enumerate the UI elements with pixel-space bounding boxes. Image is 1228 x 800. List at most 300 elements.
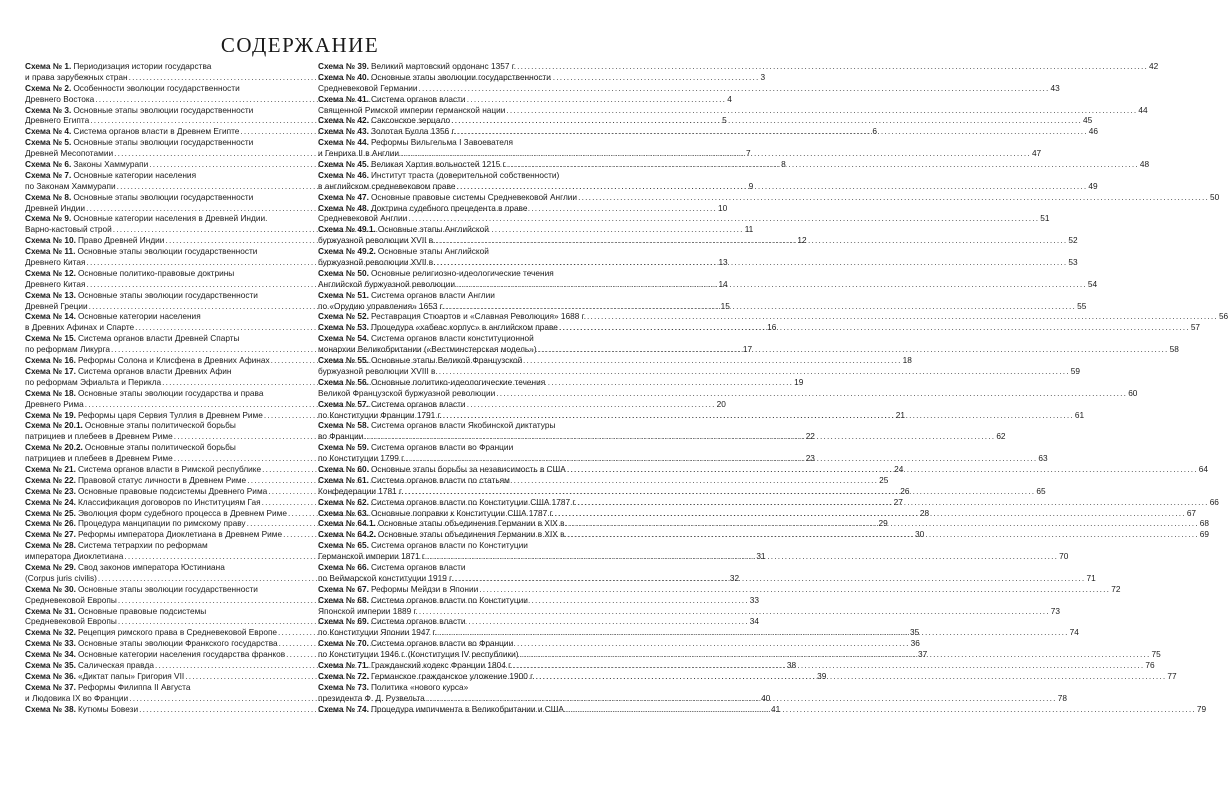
scheme-title: Классификация договоров по Институциям Гая (77, 496, 261, 507)
toc-entry-line (318, 61, 1159, 72)
dot-leader (479, 584, 1110, 595)
page-number: 10 (718, 202, 728, 213)
toc-entry-line (318, 387, 1138, 399)
scheme-title: в Древних Афинах и Спарте (25, 322, 135, 333)
scheme-number: Схема № 46. (318, 169, 369, 180)
scheme-title: президента Ф. Д. Рузвельта (318, 692, 425, 703)
scheme-number: Схема № 16. (25, 355, 76, 366)
scheme-number: Схема № 11. (25, 246, 76, 257)
dot-leader (456, 181, 1087, 192)
scheme-title: Древней Индии (25, 202, 86, 213)
scheme-title: Японской империи 1889 г. (318, 605, 418, 616)
toc-entry-line (318, 290, 581, 301)
page-number: 51 (1040, 213, 1050, 224)
scheme-number: Схема № 56. (318, 376, 369, 387)
scheme-number: Схема № 14. (25, 311, 76, 322)
scheme-title: и Генриха II в Англии (318, 148, 399, 159)
page-number: 48 (1139, 159, 1150, 170)
page-number: 55 (1077, 300, 1087, 311)
toc-entry[interactable] (318, 93, 1148, 116)
page-number: 76 (1145, 659, 1155, 670)
scheme-title: Правовой статус личности в Древнем Риме (77, 474, 247, 485)
scheme-number: Схема № 61. (318, 474, 369, 485)
dot-leader (364, 431, 995, 442)
toc-entry-line (25, 246, 293, 257)
toc-entry-line (25, 420, 293, 431)
scheme-title: Система органов власти Якобинской диктатуры (370, 420, 556, 431)
scheme-title: Конфедерации 1781 г. (318, 485, 404, 496)
toc-entry-line (318, 420, 581, 431)
toc-entry-line (318, 191, 1220, 203)
scheme-title: Система органов власти Древней Спарты (77, 333, 240, 344)
scheme-number: Схема № 73. (318, 681, 369, 692)
page-number: 66 (1209, 496, 1219, 507)
scheme-title: Особенности эволюции государственности (73, 82, 240, 93)
page-number: 9 (748, 180, 754, 191)
dot-leader (565, 704, 1196, 715)
scheme-number: Схема № 22. (25, 474, 76, 485)
scheme-title: (Corpus juris civilis) (25, 572, 97, 583)
page-number: 62 (996, 431, 1006, 442)
dot-leader (438, 627, 1069, 638)
scheme-title: Процедура манципации по римскому праву (77, 518, 246, 529)
toc-entry[interactable] (318, 583, 1121, 595)
scheme-number: Схема № 64.2. (318, 529, 376, 540)
dot-leader (555, 508, 1186, 519)
scheme-number: Схема № 7. (25, 169, 72, 180)
scheme-title: Древнего Китая (25, 257, 86, 268)
toc-entry-line (318, 104, 1148, 116)
scheme-number: Схема № 18. (25, 387, 76, 398)
page-number: 18 (902, 355, 912, 366)
toc-entry-line (318, 540, 581, 551)
scheme-title: Доктрина судебного прецедента в праве (370, 202, 528, 213)
toc-entry-line (25, 562, 293, 573)
scheme-title: Средневековой Англии (318, 213, 408, 224)
scheme-number: Схема № 1. (25, 61, 72, 71)
dot-leader (439, 366, 1070, 377)
page-number: 41 (771, 703, 781, 714)
scheme-number: Схема № 2. (25, 82, 72, 93)
scheme-number: Схема № 20.1. (25, 420, 83, 431)
page-number: 7 (746, 148, 751, 159)
toc-entry-line (25, 268, 293, 279)
scheme-title: Процедура «хабеас корпус» в английском праве (370, 322, 558, 333)
page-number: 79 (1196, 703, 1207, 714)
page-number: 20 (716, 398, 726, 409)
page-number: 68 (1199, 518, 1209, 529)
dot-leader (457, 126, 1088, 137)
scheme-title: Законы Хаммурапи (73, 159, 149, 170)
scheme-title: по реформам Ликурга (25, 344, 110, 355)
page-number: 37 (918, 649, 928, 660)
toc-entry-line (318, 333, 581, 344)
toc-entry-line (318, 616, 581, 627)
dot-leader (443, 410, 1074, 421)
dot-leader (451, 115, 1082, 126)
dot-leader (568, 529, 1199, 540)
dot-leader (455, 573, 1086, 584)
scheme-title: по Конституции 1799 г. (318, 453, 406, 464)
scheme-title: Варно-кастовый строй (25, 224, 112, 235)
scheme-title: Основные этапы политической борьбы (84, 442, 236, 453)
toc-entry[interactable] (318, 191, 1220, 203)
dot-leader (436, 257, 1067, 268)
page-number: 70 (1059, 551, 1069, 562)
page-number: 54 (1087, 278, 1098, 289)
dot-leader (496, 388, 1127, 399)
toc-entry-line (318, 94, 581, 105)
scheme-title: Золотая Булла 1356 г. (370, 126, 456, 137)
scheme-title: Средневековой Германии (318, 82, 418, 93)
scheme-number: Схема № 19. (25, 409, 76, 420)
scheme-title: по Конституции Японии 1947 г. (318, 627, 437, 638)
toc-entry-line (25, 442, 293, 453)
scheme-title: Право Древней Индии (77, 235, 165, 246)
page-number: 33 (749, 594, 760, 605)
toc-entry-line (25, 170, 293, 181)
page-number: 53 (1068, 257, 1078, 268)
page-number: 11 (744, 224, 754, 235)
scheme-number: Схема № 27. (25, 529, 76, 540)
scheme-number: Схема № 64.1. (318, 518, 376, 529)
scheme-title: Средневековой Европы (25, 616, 117, 627)
scheme-title: Система органов власти во Франции (370, 442, 514, 453)
scheme-number: Схема № 29. (25, 561, 76, 572)
scheme-title: Древней Греции (25, 300, 88, 311)
page-number: 14 (718, 278, 728, 289)
toc-entry-line (25, 105, 293, 116)
page-number: 19 (794, 376, 804, 387)
scheme-number: Схема № 41. (318, 93, 369, 104)
toc-entry-line (318, 605, 1060, 617)
scheme-title: Великий мартовский ордонанс 1357 г. (370, 61, 517, 71)
scheme-title: Основные этапы эволюции государственности (73, 104, 254, 115)
toc-entry-line (25, 540, 293, 551)
toc-entry-line (318, 246, 581, 257)
scheme-title: Основные правовые системы Средневековой Англии (370, 191, 578, 202)
page-number: 12 (797, 235, 807, 246)
scheme-number: Схема № 36. (25, 670, 76, 681)
toc-entry[interactable] (318, 126, 1098, 137)
scheme-title: императора Диоклетиана (25, 551, 124, 562)
scheme-number: Схема № 67. (318, 583, 369, 594)
scheme-title: Реформы Солона и Клисфена в Древних Афинах (77, 355, 270, 366)
toc-entry-line (318, 583, 1121, 595)
page-number: 30 (915, 529, 925, 540)
page-number: 21 (895, 409, 906, 420)
scheme-title: Древнего Рима (25, 398, 84, 409)
page-number: 47 (1031, 148, 1042, 159)
page-number: 40 (761, 692, 771, 703)
dot-leader (445, 301, 1076, 312)
toc-entry-line (318, 159, 1150, 170)
page-number: 38 (786, 659, 797, 670)
dot-leader (535, 671, 1166, 682)
dot-leader (506, 105, 1137, 116)
page-number: 74 (1069, 627, 1079, 638)
page-number: 28 (919, 507, 930, 518)
page-number: 67 (1186, 507, 1197, 518)
toc-entry-line (25, 192, 293, 203)
scheme-title: Основные категории населения государства франков (77, 649, 286, 660)
scheme-title: Эволюция форм судебного процесса в Древнем Риме (77, 507, 287, 518)
scheme-number: Схема № 71. (318, 659, 369, 670)
scheme-title: патрициев и плебеев в Древнем Риме (25, 453, 173, 464)
scheme-number: Схема № 5. (25, 137, 72, 148)
dot-leader (517, 61, 1148, 72)
page-number: 44 (1138, 104, 1148, 115)
toc-entry-line (318, 148, 1042, 159)
scheme-title: Основные поправки к Конституции США 1787 г. (370, 507, 554, 518)
toc-entry[interactable] (318, 115, 1093, 126)
scheme-title: буржуазной революции XVIII в. (318, 365, 438, 376)
toc-entry-line (318, 442, 581, 453)
dot-leader (427, 551, 1058, 562)
page-number: 16 (767, 322, 777, 333)
scheme-title: по реформам Эфиальта и Перикла (25, 376, 162, 387)
page-number: 26 (900, 485, 910, 496)
scheme-number: Схема № 66. (318, 561, 369, 572)
scheme-number: Схема № 34. (25, 649, 76, 660)
scheme-title: Основные этапы борьбы за независимость в США (370, 463, 566, 474)
scheme-title: Реформы Мейдзи в Японии (370, 583, 479, 594)
page-number: 32 (729, 572, 740, 583)
scheme-title: Основные этапы эволюции государственности (370, 71, 551, 82)
dot-leader (408, 213, 1039, 224)
toc-entry-line (25, 311, 293, 322)
toc-entry-line (25, 682, 293, 693)
dot-leader (436, 235, 1067, 246)
scheme-number: Схема № 68. (318, 594, 369, 605)
scheme-title: Система органов власти (370, 398, 466, 409)
page-number: 45 (1083, 115, 1093, 126)
toc-entry-line (318, 355, 581, 366)
page-number: 72 (1111, 583, 1121, 594)
scheme-title: во Франции (318, 431, 364, 442)
scheme-title: Политика «нового курса» (370, 681, 469, 692)
page-number: 69 (1199, 529, 1209, 540)
scheme-number: Схема № 6. (25, 159, 72, 170)
scheme-number: Схема № 58. (318, 420, 369, 431)
scheme-number: Схема № 31. (25, 605, 76, 616)
scheme-title: Великой Французской буржуазной революции (318, 387, 496, 398)
scheme-number: Схема № 47. (318, 191, 369, 202)
page-number: 52 (1068, 235, 1078, 246)
scheme-number: Схема № 23. (25, 485, 76, 496)
toc-entry[interactable] (318, 61, 1159, 72)
scheme-title: по Законам Хаммурапи (25, 180, 116, 191)
scheme-title: буржуазной революции XVII в. (318, 235, 436, 246)
toc-entry-line (25, 333, 293, 344)
scheme-title: Основные категории населения (73, 169, 197, 180)
toc-entry-line (318, 72, 581, 83)
scheme-title: по «Орудию управления» 1653 г. (318, 300, 445, 311)
toc-entry-line (25, 83, 293, 94)
scheme-title: Система органов власти в Римской республике (77, 463, 262, 474)
scheme-title: Система органов власти во Франции (370, 638, 514, 649)
scheme-title: Система органов власти (370, 93, 466, 104)
scheme-title: Система органов власти конституционной (370, 333, 534, 344)
scheme-title: Система органов власти по Конституции (370, 540, 528, 551)
toc-entry-line (25, 61, 293, 72)
scheme-number: Схема № 32. (25, 627, 76, 638)
scheme-title: Институт траста (доверительной собственности) (370, 169, 560, 180)
scheme-title: Основные категории населения (77, 311, 201, 322)
toc-entry[interactable] (318, 169, 1098, 192)
scheme-number: Схема № 44. (318, 137, 369, 148)
scheme-title: патрициев и плебеев в Древнем Риме (25, 431, 173, 442)
scheme-title: Древнего Египта (25, 115, 90, 126)
scheme-title: Основные правовые подсистемы Древнего Рима (77, 485, 268, 496)
scheme-number: Схема № 15. (25, 333, 76, 344)
page-number: 17 (742, 344, 753, 355)
scheme-title: Реформы царя Сервия Туллия в Древнем Риме (77, 409, 263, 420)
scheme-number: Схема № 4. (25, 126, 72, 137)
toc-entry-line (25, 606, 293, 617)
toc-entry[interactable] (318, 71, 1060, 94)
scheme-title: Основные этапы политической борьбы (84, 420, 236, 431)
scheme-number: Схема № 9. (25, 213, 72, 224)
dot-leader (508, 159, 1139, 170)
page-number: 77 (1167, 670, 1177, 681)
scheme-title: Рецепция римского права в Средневековой Европе (77, 627, 278, 638)
page-number: 64 (1198, 463, 1208, 474)
toc-entry-line (318, 682, 581, 693)
page-number: 3 (760, 71, 766, 82)
page-number: 71 (1086, 572, 1096, 583)
toc-entry[interactable] (318, 159, 1150, 170)
scheme-title: Гражданский кодекс Франции 1804 г. (370, 659, 513, 670)
scheme-number: Схема № 37. (25, 681, 76, 692)
toc-entry-line (318, 311, 1228, 322)
toc-entry-line (318, 224, 581, 235)
toc-entry-line (318, 399, 581, 410)
scheme-title: Система органов власти в Древнем Египте (73, 126, 240, 137)
scheme-number: Схема № 59. (318, 442, 369, 453)
toc-entry-line (318, 137, 581, 148)
page-number: 15 (720, 300, 730, 311)
toc-entry-line (25, 388, 293, 399)
scheme-title: Основные этапы объединения Германии в XIX в. (377, 518, 567, 529)
page-number: 78 (1057, 692, 1067, 703)
scheme-title: Древнего Китая (25, 278, 86, 289)
page-number: 25 (879, 474, 889, 485)
scheme-title: Основные этапы эволюции государственности (77, 246, 258, 257)
scheme-title: Основные политико-идеологические течения (370, 376, 546, 387)
toc-entry-line (25, 584, 293, 595)
toc-entry-line (318, 203, 581, 214)
scheme-title: Система органов власти по Конституции (370, 594, 528, 605)
scheme-title: по Конституции 1946 г. (Конституция IV республики) (318, 649, 519, 660)
toc-entry-line (318, 638, 581, 649)
scheme-title: Основные политико-правовые доктрины (77, 267, 235, 278)
toc-entry-line (25, 213, 293, 224)
page-number: 6 (872, 126, 877, 137)
scheme-title: Кутюмы Бовези (77, 703, 139, 714)
scheme-title: Основные этапы эволюции государственности (77, 289, 258, 300)
scheme-title: Основные этапы эволюции государственности (73, 137, 254, 148)
scheme-number: Схема № 13. (25, 289, 76, 300)
page-number: 73 (1050, 605, 1060, 616)
scheme-title: Основные категории населения в Древней Индии. (73, 213, 268, 224)
dot-leader (456, 279, 1087, 290)
toc-entry-line (318, 213, 1050, 224)
scheme-number: Схема № 17. (25, 365, 76, 376)
scheme-title: монархии Великобритании («Вестминстерская модель») (318, 344, 537, 355)
scheme-number: Схема № 53. (318, 322, 369, 333)
dot-leader (406, 453, 1037, 464)
page-number: 24 (894, 463, 904, 474)
scheme-title: Система органов власти по статьям (370, 474, 510, 485)
page-number: 43 (1050, 82, 1060, 93)
page-number: 13 (718, 257, 728, 268)
scheme-title: Саксонское зерцало (370, 115, 451, 126)
scheme-number: Схема № 30. (25, 583, 76, 594)
scheme-number: Схема № 42. (318, 115, 369, 126)
toc-entry[interactable] (318, 311, 1228, 322)
page-number: 5 (722, 115, 727, 126)
scheme-title: Процедура импичмента в Великобритании и США (370, 703, 564, 714)
scheme-title: в английском средневековом праве (318, 180, 456, 191)
page-title: СОДЕРЖАНИЕ (220, 33, 380, 57)
page-number: 23 (805, 453, 815, 464)
scheme-title: Система органов власти по Конституции США 1787 г. (370, 496, 577, 507)
scheme-title: Реформы Вильгельма I Завоевателя (370, 137, 513, 148)
scheme-title: Основные этапы объединения Германии в XIX в. (377, 529, 567, 540)
scheme-title: Основные этапы Английской (377, 224, 489, 235)
toc-entry-line (318, 595, 581, 606)
page-number: 75 (1151, 649, 1161, 660)
scheme-title: Священной Римской империи германской нации (318, 104, 506, 115)
scheme-number: Схема № 39. (318, 61, 369, 71)
scheme-title: Реставрация Стюартов и «Славная Революция» 1688 г. (370, 311, 586, 322)
page-number: 31 (756, 551, 766, 562)
toc-entry-line (318, 82, 1060, 94)
dot-leader (426, 693, 1057, 704)
scheme-number: Схема № 25. (25, 507, 76, 518)
scheme-title: и права зарубежных стран (25, 71, 128, 82)
scheme-number: Схема № 8. (25, 191, 72, 202)
toc-entry[interactable] (318, 137, 1042, 159)
scheme-number: Схема № 65. (318, 540, 369, 551)
scheme-title: по Конституции Франции 1791 г. (318, 409, 442, 420)
page-number: 65 (1036, 485, 1046, 496)
scheme-number: Схема № 40. (318, 71, 369, 82)
scheme-number: Схема № 51. (318, 289, 369, 300)
page-number: 56 (1218, 311, 1228, 322)
page-number: 50 (1210, 191, 1220, 202)
scheme-number: Схема № 54. (318, 333, 369, 344)
scheme-title: Основные этапы эволюции государства и права (77, 387, 264, 398)
dot-leader (419, 83, 1050, 94)
scheme-number: Схема № 72. (318, 670, 369, 681)
toc-entry-line (318, 115, 1093, 126)
toc-entry-line (318, 268, 581, 279)
scheme-number: Схема № 48. (318, 202, 369, 213)
scheme-number: Схема № 45. (318, 159, 369, 170)
scheme-number: Схема № 3. (25, 104, 72, 115)
scheme-number: Схема № 49.2. (318, 246, 376, 257)
scheme-number: Схема № 50. (318, 267, 369, 278)
page-number: 22 (805, 431, 815, 442)
scheme-title: буржуазной революции XVII в. (318, 257, 436, 268)
scheme-title: и Людовика IX во Франции (25, 692, 129, 703)
dot-leader (404, 486, 1035, 497)
scheme-number: Схема № 69. (318, 616, 369, 627)
toc-entry-line (25, 290, 293, 301)
page-number: 8 (781, 159, 786, 170)
